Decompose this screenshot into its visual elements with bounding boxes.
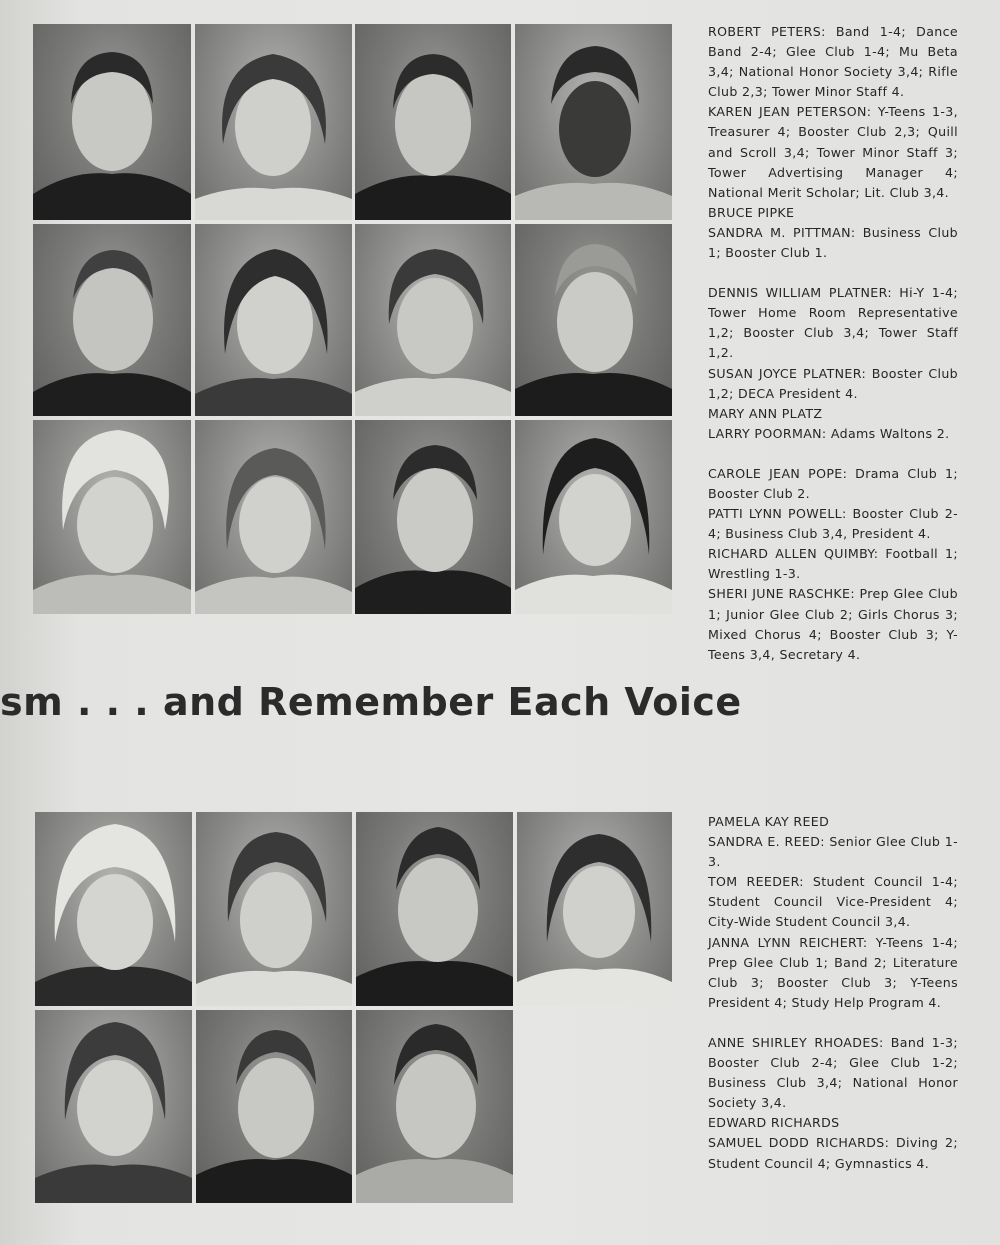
portrait-photo xyxy=(355,224,511,416)
spacer xyxy=(708,1013,958,1033)
student-entry: SAMUEL DODD RICHARDS: Diving 2; Student Council 4; Gymnastics 4. xyxy=(708,1135,958,1171)
student-entry: ANNE SHIRLEY RHOADES: Band 1-3; Booster Club 2-4; Glee Club 1-2; Business Club 3,4; National Honor Society 3,4. xyxy=(708,1034,958,1111)
portrait-photo xyxy=(355,420,511,614)
portrait-photo xyxy=(35,1010,192,1203)
portrait-photo xyxy=(33,24,191,220)
student-entry: KAREN JEAN PETERSON: Y-Teens 1-3, Treasurer 4; Booster Club 2,3; Quill and Scroll 3,4; Tower Minor Staff 3; Tower Advertising Manager 4; National Merit Scholar; Lit. Club 3,4. xyxy=(708,104,958,200)
portrait-photo xyxy=(35,812,192,1006)
spacer xyxy=(708,263,958,283)
portrait-photo xyxy=(195,24,352,220)
portrait-photo xyxy=(515,420,672,614)
student-entry: JANNA LYNN REICHERT: Y-Teens 1-4; Prep Glee Club 1; Band 2; Literature Club 3; Booster Club 3; Y-Teens President 4; Study Help Program 4. xyxy=(708,934,958,1010)
student-entry: LARRY POORMAN: Adams Waltons 2. xyxy=(708,425,950,441)
student-entry: TOM REEDER: Student Council 1-4; Student Council Vice-President 4; City-Wide Student Council 3,4. xyxy=(708,874,958,930)
bottom-caption-column xyxy=(708,812,958,1174)
portrait-photo xyxy=(196,812,352,1006)
student-entry: ROBERT PETERS: Band 1-4; Dance Band 2-4; Glee Club 1-4; Mu Beta 3,4; National Honor Society 3,4; Rifle Club 2,3; Tower Minor Staff 4. xyxy=(708,24,958,100)
portrait-photo xyxy=(515,224,672,416)
portrait-photo xyxy=(33,224,191,416)
portrait-photo xyxy=(355,24,511,220)
top-caption-column xyxy=(708,22,958,665)
student-entry: RICHARD ALLEN QUIMBY: Football 1; Wrestling 1-3. xyxy=(708,546,958,582)
student-entry: SANDRA E. REED: Senior Glee Club 1-3. xyxy=(708,834,958,870)
student-entry: SANDRA M. PITTMAN: Business Club 1; Booster Club 1. xyxy=(708,224,958,261)
student-entry: BRUCE PIPKE xyxy=(708,204,795,220)
portrait-photo xyxy=(356,812,513,1006)
portrait-photo xyxy=(195,224,352,416)
student-entry: CAROLE JEAN POPE: Drama Club 1; Booster Club 2. xyxy=(708,465,958,501)
student-entry: MARY ANN PLATZ xyxy=(708,405,823,421)
portrait-photo xyxy=(33,420,191,614)
page-headline: sm . . . and Remember Each Voice xyxy=(0,680,742,724)
student-entry: EDWARD RICHARDS xyxy=(708,1115,840,1131)
portrait-photo xyxy=(356,1010,513,1203)
portrait-photo xyxy=(515,24,672,220)
student-entry: PATTI LYNN POWELL: Booster Club 2-4; Business Club 3,4, President 4. xyxy=(708,506,958,542)
student-entry: DENNIS WILLIAM PLATNER: Hi-Y 1-4; Tower Home Room Representative 1,2; Booster Club 3,4; Tower Staff 1,2. xyxy=(708,285,958,361)
portrait-photo xyxy=(195,420,352,614)
student-entry: SHERI JUNE RASCHKE: Prep Glee Club 1; Junior Glee Club 2; Girls Chorus 3; Mixed Chorus 4; Booster Club 3; Y-Teens 3,4, Secretary 4. xyxy=(708,586,958,662)
student-entry: PAMELA KAY REED xyxy=(708,814,830,829)
spacer xyxy=(708,444,958,464)
portrait-photo xyxy=(196,1010,352,1203)
student-entry: SUSAN JOYCE PLATNER: Booster Club 1,2; DECA President 4. xyxy=(708,365,958,401)
portrait-photo xyxy=(517,812,672,1006)
